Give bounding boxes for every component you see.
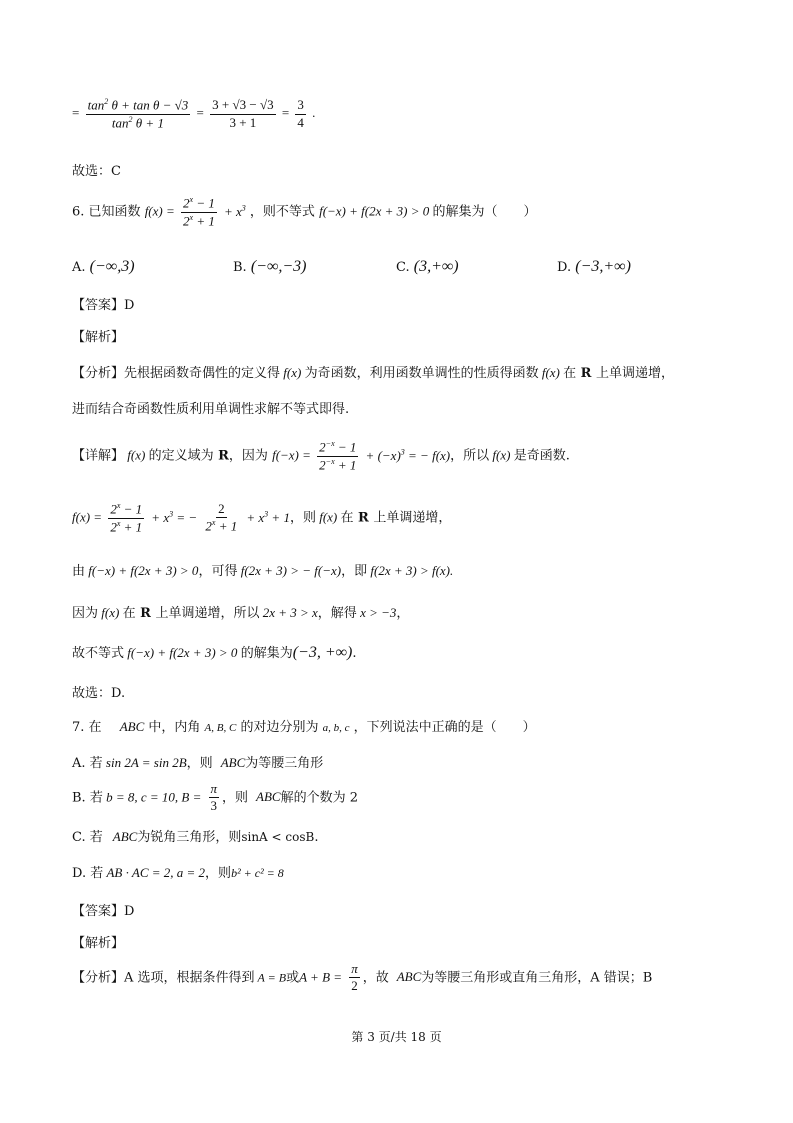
eq-den3: 4 [297, 114, 304, 130]
q6-step3: 故不等式 f(−x) + f(2x + 3) > 0 的解集为(−3, +∞). [72, 644, 357, 661]
prev-answer: 故选：C [72, 164, 121, 179]
q7-option-a: A. 若 sin 2A = sin 2B，则 ABC为等腰三角形 [72, 755, 324, 771]
page-footer: 第 3 页/共 18 页 [351, 1030, 442, 1044]
q6-stem: 6. 已知函数 f(x) = $\frac{2^x - 1}{2^x + 1}$ + $x^3$ ，则不等式 f(−x) + f(2x + 3) > 0 的解集为（ ） [72, 195, 537, 228]
q6-detail-line: 【详解】 f(x) 的定义域为 R，因为 f(−x) = $\frac{2^{-x} - 1}{2^{-x} + 1}$ + $(-x)^3$ = − f(x)，所以 f(x) 是奇函数. [72, 439, 570, 472]
q6-analysis-tag: 【解析】 [72, 330, 125, 345]
q6-option-b: B. (−∞,−3) [233, 258, 307, 275]
q6-option-a: A. (−∞,3) [72, 258, 135, 275]
q7-option-b: B. 若 b = 8, c = 10, B = $\frac{\pi}{3}$ ，则 ABC解的个数为 2 [72, 781, 358, 814]
q6-step1: 由 f(−x) + f(2x + 3) > 0，可得 f(2x + 3) > − f(−x)，即 f(2x + 3) > f(x). [72, 563, 454, 579]
q7-analysis-tag: 【解析】 [72, 936, 125, 951]
q6-intro: 6. 已知函数 [72, 204, 141, 220]
prev-equation: = $\frac{\tan^2 \theta + \tan \theta - √3}{\tan^2 \theta + 1}$ = $\frac{3 + √3 - √3}{3 + 1}$ = $\frac{3}{4}$ . [72, 97, 316, 130]
q7-option-d: D. 若 AB · AC = 2, a = 2，则b² + c² = 8 [72, 865, 284, 881]
q6-cond: ，则不等式 [249, 204, 315, 220]
q6-answer: 【答案】D [72, 298, 135, 313]
q6-fenxi-line1: 【分析】先根据函数奇偶性的定义得 f(x) 为奇函数，利用函数单调性的性质得函数 f(x) 在 R 上单调递增， [72, 365, 675, 381]
q7-option-c: C. 若 ABC为锐角三角形，则sinA < cosB. [72, 829, 319, 845]
q6-mono-line: f(x) = $\frac{2^x - 1}{2^x + 1}$ + $x^3$ = − $\frac{2}{2^x + 1}$ + $x^3 + 1$，则 f(x) 在 R 上单调递增， [72, 501, 452, 534]
q6-tail: 的解集为（ ） [432, 204, 537, 220]
eq-den2: 3 + 1 [229, 114, 257, 130]
q7-fenxi-line1: 【分析】A 选项，根据条件得到 A = B或A + B = $\frac{\pi}{2}$ ，故 ABC为等腰三角形或直角三角形，A 错误；B [72, 961, 653, 994]
q6-final: 故选：D. [72, 686, 126, 701]
q6-option-d: D. (−3,+∞) [557, 258, 631, 275]
q6-option-c: C. (3,+∞) [396, 258, 459, 275]
q6-step2: 因为 f(x) 在 R 上单调递增，所以 2x + 3 > x，解得 x > −3， [72, 605, 410, 621]
q6-fenxi-line2: 进而结合奇函数性质利用单调性求解不等式即得. [72, 402, 350, 417]
eq-num3: 3 [295, 98, 306, 114]
q7-stem: 7. 在 ABC 中，内角 A, B, C 的对边分别为 a, b, c ，下列说法中正确的是（ ） [72, 719, 536, 735]
eq-num2: 3 + √3 − √3 [210, 98, 275, 114]
q7-answer: 【答案】D [72, 904, 135, 919]
